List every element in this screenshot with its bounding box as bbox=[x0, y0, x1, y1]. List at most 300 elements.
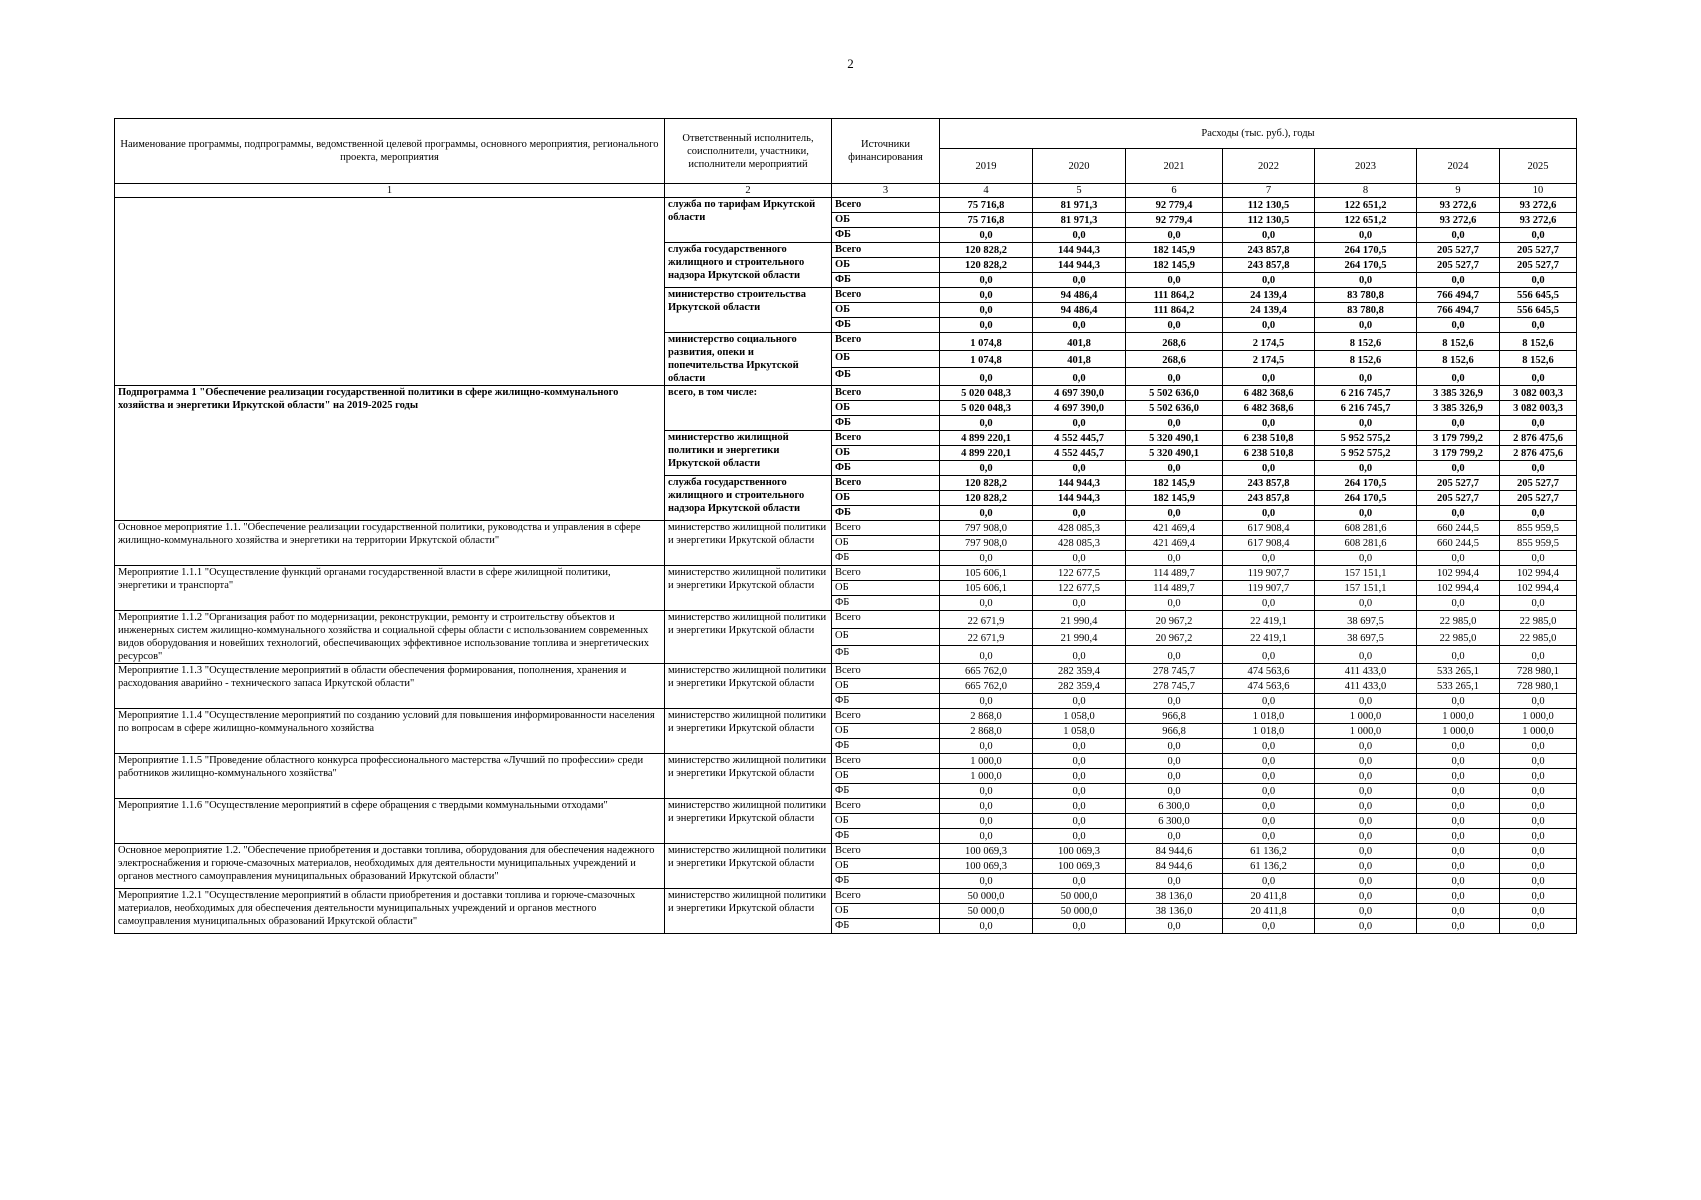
row-value: 1 018,0 bbox=[1223, 724, 1315, 739]
row-value: 5 020 048,3 bbox=[940, 401, 1033, 416]
row-value: 411 433,0 bbox=[1315, 679, 1417, 694]
row-value: 0,0 bbox=[1500, 694, 1577, 709]
row-source: ФБ bbox=[832, 694, 940, 709]
row-value: 0,0 bbox=[1126, 596, 1223, 611]
row-value: 102 994,4 bbox=[1417, 581, 1500, 596]
row-source: ОБ bbox=[832, 724, 940, 739]
row-value: 81 971,3 bbox=[1033, 213, 1126, 228]
row-value: 0,0 bbox=[1417, 919, 1500, 934]
row-value: 0,0 bbox=[1223, 646, 1315, 664]
row-value: 102 994,4 bbox=[1417, 566, 1500, 581]
row-value: 0,0 bbox=[1315, 228, 1417, 243]
row-source: Всего bbox=[832, 288, 940, 303]
row-value: 50 000,0 bbox=[1033, 889, 1126, 904]
row-value: 0,0 bbox=[1500, 904, 1577, 919]
row-value: 22 985,0 bbox=[1500, 611, 1577, 629]
row-value: 38 697,5 bbox=[1315, 611, 1417, 629]
row-value: 243 857,8 bbox=[1223, 243, 1315, 258]
row-value: 0,0 bbox=[1315, 904, 1417, 919]
row-value: 8 152,6 bbox=[1417, 350, 1500, 368]
row-value: 0,0 bbox=[1417, 739, 1500, 754]
row-name: Подпрограмма 1 "Обеспечение реализации государственной политики в сфере жилищно-коммунального хозяйства и энергетики Иркутской области" на 2019-2025 годы bbox=[115, 386, 665, 521]
row-value: 0,0 bbox=[1033, 273, 1126, 288]
row-source: ФБ bbox=[832, 228, 940, 243]
row-value: 0,0 bbox=[940, 799, 1033, 814]
row-value: 120 828,2 bbox=[940, 258, 1033, 273]
row-value: 797 908,0 bbox=[940, 536, 1033, 551]
row-source: ОБ bbox=[832, 581, 940, 596]
row-value: 0,0 bbox=[1315, 844, 1417, 859]
row-value: 0,0 bbox=[1223, 754, 1315, 769]
row-value: 243 857,8 bbox=[1223, 258, 1315, 273]
row-value: 182 145,9 bbox=[1126, 243, 1223, 258]
row-value: 0,0 bbox=[940, 288, 1033, 303]
row-value: 3 179 799,2 bbox=[1417, 446, 1500, 461]
row-source: ОБ bbox=[832, 213, 940, 228]
row-source: ОБ bbox=[832, 350, 940, 368]
row-value: 0,0 bbox=[1033, 874, 1126, 889]
row-value: 0,0 bbox=[1223, 814, 1315, 829]
row-value: 94 486,4 bbox=[1033, 288, 1126, 303]
table-row bbox=[115, 844, 1577, 859]
row-value: 0,0 bbox=[1500, 829, 1577, 844]
row-executor: министерство жилищной политики и энергетики Иркутской области bbox=[665, 611, 832, 664]
row-value: 660 244,5 bbox=[1417, 536, 1500, 551]
row-name: Мероприятие 1.2.1 "Осуществление мероприятий в области приобретения и доставки топлива и горюче-смазочных материалов, необходимых для обеспечения деятельности муниципальных учреждений и органов местного самоуправления муниципальных образований Иркутской области" bbox=[115, 889, 665, 934]
row-value: 122 677,5 bbox=[1033, 566, 1126, 581]
row-value: 474 563,6 bbox=[1223, 679, 1315, 694]
row-value: 205 527,7 bbox=[1500, 258, 1577, 273]
row-value: 0,0 bbox=[1315, 799, 1417, 814]
row-value: 0,0 bbox=[1033, 596, 1126, 611]
row-value: 0,0 bbox=[1315, 769, 1417, 784]
row-value: 0,0 bbox=[940, 228, 1033, 243]
row-value: 144 944,3 bbox=[1033, 476, 1126, 491]
row-source: ОБ bbox=[832, 814, 940, 829]
row-value: 0,0 bbox=[940, 416, 1033, 431]
row-value: 0,0 bbox=[1126, 754, 1223, 769]
row-source: Всего bbox=[832, 386, 940, 401]
row-value: 0,0 bbox=[1417, 829, 1500, 844]
row-value: 0,0 bbox=[1417, 844, 1500, 859]
row-value: 0,0 bbox=[1315, 646, 1417, 664]
row-value: 38 136,0 bbox=[1126, 904, 1223, 919]
row-value: 0,0 bbox=[1223, 874, 1315, 889]
row-value: 264 170,5 bbox=[1315, 476, 1417, 491]
row-source: Всего bbox=[832, 664, 940, 679]
row-value: 100 069,3 bbox=[940, 844, 1033, 859]
row-value: 282 359,4 bbox=[1033, 664, 1126, 679]
row-value: 1 058,0 bbox=[1033, 709, 1126, 724]
row-value: 728 980,1 bbox=[1500, 679, 1577, 694]
row-value: 105 606,1 bbox=[940, 566, 1033, 581]
row-value: 0,0 bbox=[1126, 368, 1223, 386]
row-value: 0,0 bbox=[1223, 416, 1315, 431]
row-value: 0,0 bbox=[1417, 784, 1500, 799]
row-value: 0,0 bbox=[1417, 461, 1500, 476]
row-value: 0,0 bbox=[1126, 694, 1223, 709]
row-value: 0,0 bbox=[1315, 461, 1417, 476]
row-value: 50 000,0 bbox=[940, 889, 1033, 904]
row-value: 665 762,0 bbox=[940, 664, 1033, 679]
row-value: 0,0 bbox=[1223, 596, 1315, 611]
row-value: 0,0 bbox=[940, 551, 1033, 566]
row-value: 1 000,0 bbox=[1417, 724, 1500, 739]
page-number: 2 bbox=[847, 56, 854, 71]
row-value: 0,0 bbox=[1500, 506, 1577, 521]
row-source: ОБ bbox=[832, 401, 940, 416]
row-value: 83 780,8 bbox=[1315, 288, 1417, 303]
header-year: 2020 bbox=[1033, 149, 1126, 184]
row-value: 0,0 bbox=[1223, 739, 1315, 754]
header-index: 2 bbox=[665, 184, 832, 198]
row-value: 0,0 bbox=[1033, 799, 1126, 814]
row-value: 2 174,5 bbox=[1223, 333, 1315, 351]
row-executor: министерство жилищной политики и энергетики Иркутской области bbox=[665, 754, 832, 799]
row-value: 966,8 bbox=[1126, 709, 1223, 724]
row-value: 855 959,5 bbox=[1500, 521, 1577, 536]
row-value: 50 000,0 bbox=[1033, 904, 1126, 919]
row-value: 3 082 003,3 bbox=[1500, 401, 1577, 416]
row-source: Всего bbox=[832, 243, 940, 258]
row-value: 2 868,0 bbox=[940, 709, 1033, 724]
row-value: 428 085,3 bbox=[1033, 536, 1126, 551]
row-value: 22 419,1 bbox=[1223, 628, 1315, 646]
row-value: 243 857,8 bbox=[1223, 491, 1315, 506]
row-value: 0,0 bbox=[1126, 769, 1223, 784]
row-value: 8 152,6 bbox=[1315, 350, 1417, 368]
row-value: 0,0 bbox=[1126, 506, 1223, 521]
row-value: 111 864,2 bbox=[1126, 288, 1223, 303]
row-source: ОБ bbox=[832, 859, 940, 874]
row-value: 0,0 bbox=[940, 461, 1033, 476]
row-value: 157 151,1 bbox=[1315, 566, 1417, 581]
row-value: 0,0 bbox=[940, 596, 1033, 611]
row-value: 8 152,6 bbox=[1500, 333, 1577, 351]
row-value: 401,8 bbox=[1033, 350, 1126, 368]
row-source: ФБ bbox=[832, 596, 940, 611]
row-value: 0,0 bbox=[1500, 739, 1577, 754]
table-row bbox=[115, 386, 1577, 401]
row-source: Всего bbox=[832, 709, 940, 724]
row-value: 0,0 bbox=[1500, 844, 1577, 859]
row-value: 1 058,0 bbox=[1033, 724, 1126, 739]
row-value: 797 908,0 bbox=[940, 521, 1033, 536]
row-value: 0,0 bbox=[940, 646, 1033, 664]
row-value: 0,0 bbox=[1223, 273, 1315, 288]
row-value: 0,0 bbox=[940, 318, 1033, 333]
header-name: Наименование программы, подпрограммы, ведомственной целевой программы, основного мероприятия, регионального проекта, мероприятия bbox=[115, 119, 665, 184]
row-value: 2 174,5 bbox=[1223, 350, 1315, 368]
row-source: ОБ bbox=[832, 628, 940, 646]
row-value: 84 944,6 bbox=[1126, 859, 1223, 874]
row-value: 0,0 bbox=[1033, 739, 1126, 754]
row-value: 0,0 bbox=[1315, 596, 1417, 611]
row-value: 0,0 bbox=[1223, 829, 1315, 844]
row-value: 61 136,2 bbox=[1223, 859, 1315, 874]
row-value: 1 000,0 bbox=[940, 754, 1033, 769]
row-value: 6 300,0 bbox=[1126, 799, 1223, 814]
row-value: 0,0 bbox=[1417, 814, 1500, 829]
row-source: ОБ bbox=[832, 491, 940, 506]
row-value: 92 779,4 bbox=[1126, 198, 1223, 213]
row-value: 5 020 048,3 bbox=[940, 386, 1033, 401]
row-value: 0,0 bbox=[940, 739, 1033, 754]
row-executor: всего, в том числе: bbox=[665, 386, 832, 431]
row-executor: служба по тарифам Иркутской области bbox=[665, 198, 832, 243]
row-value: 20 967,2 bbox=[1126, 628, 1223, 646]
row-value: 411 433,0 bbox=[1315, 664, 1417, 679]
row-value: 0,0 bbox=[1315, 889, 1417, 904]
row-value: 0,0 bbox=[1417, 754, 1500, 769]
row-value: 0,0 bbox=[1417, 904, 1500, 919]
row-value: 0,0 bbox=[940, 694, 1033, 709]
row-value: 0,0 bbox=[1500, 784, 1577, 799]
row-value: 75 716,8 bbox=[940, 213, 1033, 228]
row-value: 0,0 bbox=[1315, 273, 1417, 288]
row-value: 5 952 575,2 bbox=[1315, 446, 1417, 461]
header-index: 5 bbox=[1033, 184, 1126, 198]
row-value: 182 145,9 bbox=[1126, 258, 1223, 273]
row-source: ОБ bbox=[832, 303, 940, 318]
row-value: 421 469,4 bbox=[1126, 536, 1223, 551]
row-name: Основное мероприятие 1.2. "Обеспечение приобретения и доставки топлива, оборудования для обеспечения надежного электроснабжения и горюче-смазочных материалов, необходимых для деятельности муниципальных учреждений и органов местного самоуправления муниципальных образований Иркутской области" bbox=[115, 844, 665, 889]
row-value: 0,0 bbox=[1417, 646, 1500, 664]
row-value: 4 899 220,1 bbox=[940, 446, 1033, 461]
row-value: 6 482 368,6 bbox=[1223, 401, 1315, 416]
row-value: 608 281,6 bbox=[1315, 536, 1417, 551]
row-source: ФБ bbox=[832, 461, 940, 476]
row-source: Всего bbox=[832, 476, 940, 491]
row-value: 0,0 bbox=[1126, 228, 1223, 243]
row-source: ФБ bbox=[832, 416, 940, 431]
header-index: 4 bbox=[940, 184, 1033, 198]
row-value: 100 069,3 bbox=[940, 859, 1033, 874]
row-value: 205 527,7 bbox=[1417, 476, 1500, 491]
row-value: 0,0 bbox=[1500, 919, 1577, 934]
row-value: 0,0 bbox=[1315, 754, 1417, 769]
row-value: 401,8 bbox=[1033, 333, 1126, 351]
row-name: Основное мероприятие 1.1. "Обеспечение реализации государственной политики, руководства и управления в сфере жилищно-коммунального хозяйства и энергетики на территории Иркутской области" bbox=[115, 521, 665, 566]
row-value: 0,0 bbox=[1126, 919, 1223, 934]
row-value: 100 069,3 bbox=[1033, 844, 1126, 859]
header-index: 10 bbox=[1500, 184, 1577, 198]
row-source: ФБ bbox=[832, 318, 940, 333]
row-value: 0,0 bbox=[940, 303, 1033, 318]
row-value: 0,0 bbox=[1417, 273, 1500, 288]
row-value: 0,0 bbox=[1417, 596, 1500, 611]
row-value: 0,0 bbox=[940, 874, 1033, 889]
row-value: 0,0 bbox=[1315, 416, 1417, 431]
row-executor: министерство жилищной политики и энергетики Иркутской области bbox=[665, 889, 832, 934]
row-value: 8 152,6 bbox=[1500, 350, 1577, 368]
row-value: 3 179 799,2 bbox=[1417, 431, 1500, 446]
row-value: 157 151,1 bbox=[1315, 581, 1417, 596]
row-value: 0,0 bbox=[1223, 694, 1315, 709]
row-source: ФБ bbox=[832, 506, 940, 521]
row-source: ФБ bbox=[832, 829, 940, 844]
row-value: 122 677,5 bbox=[1033, 581, 1126, 596]
row-value: 0,0 bbox=[1033, 814, 1126, 829]
row-value: 0,0 bbox=[1315, 874, 1417, 889]
row-source: Всего bbox=[832, 844, 940, 859]
row-value: 4 552 445,7 bbox=[1033, 446, 1126, 461]
row-source: ОБ bbox=[832, 536, 940, 551]
row-value: 21 990,4 bbox=[1033, 611, 1126, 629]
row-value: 0,0 bbox=[1417, 368, 1500, 386]
row-value: 5 502 636,0 bbox=[1126, 386, 1223, 401]
header-year: 2022 bbox=[1223, 149, 1315, 184]
row-value: 4 552 445,7 bbox=[1033, 431, 1126, 446]
row-value: 94 486,4 bbox=[1033, 303, 1126, 318]
row-value: 0,0 bbox=[1033, 769, 1126, 784]
row-source: Всего bbox=[832, 611, 940, 629]
row-value: 0,0 bbox=[1223, 784, 1315, 799]
row-value: 0,0 bbox=[1315, 919, 1417, 934]
row-value: 264 170,5 bbox=[1315, 258, 1417, 273]
row-source: Всего bbox=[832, 521, 940, 536]
row-value: 0,0 bbox=[1500, 799, 1577, 814]
row-value: 0,0 bbox=[1315, 318, 1417, 333]
row-value: 0,0 bbox=[1033, 416, 1126, 431]
row-value: 50 000,0 bbox=[940, 904, 1033, 919]
row-value: 1 000,0 bbox=[1500, 709, 1577, 724]
row-value: 205 527,7 bbox=[1500, 491, 1577, 506]
row-value: 0,0 bbox=[940, 784, 1033, 799]
row-value: 75 716,8 bbox=[940, 198, 1033, 213]
row-value: 0,0 bbox=[1223, 769, 1315, 784]
row-value: 617 908,4 bbox=[1223, 521, 1315, 536]
row-value: 282 359,4 bbox=[1033, 679, 1126, 694]
row-value: 0,0 bbox=[1500, 889, 1577, 904]
row-value: 0,0 bbox=[1500, 646, 1577, 664]
row-value: 1 074,8 bbox=[940, 350, 1033, 368]
row-source: ОБ bbox=[832, 446, 940, 461]
row-value: 6 300,0 bbox=[1126, 814, 1223, 829]
row-value: 205 527,7 bbox=[1500, 243, 1577, 258]
row-source: ОБ bbox=[832, 904, 940, 919]
row-executor: служба государственного жилищного и строительного надзора Иркутской области bbox=[665, 476, 832, 521]
row-value: 728 980,1 bbox=[1500, 664, 1577, 679]
row-value: 0,0 bbox=[1126, 273, 1223, 288]
row-name: Мероприятие 1.1.3 "Осуществление мероприятий в области обеспечения формирования, пополнения, хранения и расходования аварийно - технического запаса Иркутской области" bbox=[115, 664, 665, 709]
row-value: 0,0 bbox=[1033, 784, 1126, 799]
row-value: 766 494,7 bbox=[1417, 288, 1500, 303]
row-name: Мероприятие 1.1.2 "Организация работ по модернизации, реконструкции, ремонту и строительству объектов и инженерных систем жилищно-коммунального хозяйства и социальной сферы области с использованием современных видов оборудования и новейших технологий, обеспечивающих эффективное использование топлива и энергетических ресурсов" bbox=[115, 611, 665, 664]
row-value: 22 985,0 bbox=[1417, 628, 1500, 646]
row-value: 617 908,4 bbox=[1223, 536, 1315, 551]
row-value: 0,0 bbox=[1500, 273, 1577, 288]
header-year: 2019 bbox=[940, 149, 1033, 184]
row-source: ФБ bbox=[832, 874, 940, 889]
row-value: 0,0 bbox=[940, 919, 1033, 934]
row-value: 0,0 bbox=[1223, 799, 1315, 814]
row-value: 182 145,9 bbox=[1126, 476, 1223, 491]
row-value: 205 527,7 bbox=[1417, 491, 1500, 506]
row-value: 38 136,0 bbox=[1126, 889, 1223, 904]
row-value: 38 697,5 bbox=[1315, 628, 1417, 646]
row-value: 0,0 bbox=[1500, 318, 1577, 333]
row-value: 2 876 475,6 bbox=[1500, 446, 1577, 461]
row-executor: министерство строительства Иркутской области bbox=[665, 288, 832, 333]
table-row bbox=[115, 566, 1577, 581]
row-value: 0,0 bbox=[1223, 919, 1315, 934]
row-value: 608 281,6 bbox=[1315, 521, 1417, 536]
row-value: 278 745,7 bbox=[1126, 664, 1223, 679]
row-source: ФБ bbox=[832, 368, 940, 386]
row-value: 61 136,2 bbox=[1223, 844, 1315, 859]
row-value: 0,0 bbox=[1417, 799, 1500, 814]
row-value: 5 320 490,1 bbox=[1126, 431, 1223, 446]
row-value: 0,0 bbox=[940, 829, 1033, 844]
row-value: 556 645,5 bbox=[1500, 303, 1577, 318]
row-value: 533 265,1 bbox=[1417, 664, 1500, 679]
row-value: 533 265,1 bbox=[1417, 679, 1500, 694]
row-value: 6 238 510,8 bbox=[1223, 446, 1315, 461]
row-value: 24 139,4 bbox=[1223, 288, 1315, 303]
row-value: 0,0 bbox=[1033, 694, 1126, 709]
row-value: 0,0 bbox=[1417, 889, 1500, 904]
row-value: 0,0 bbox=[1417, 694, 1500, 709]
row-value: 0,0 bbox=[1126, 461, 1223, 476]
row-source: ОБ bbox=[832, 258, 940, 273]
row-value: 0,0 bbox=[1500, 859, 1577, 874]
row-value: 112 130,5 bbox=[1223, 198, 1315, 213]
row-value: 4 899 220,1 bbox=[940, 431, 1033, 446]
row-value: 0,0 bbox=[940, 273, 1033, 288]
row-value: 268,6 bbox=[1126, 333, 1223, 351]
row-value: 0,0 bbox=[1126, 784, 1223, 799]
row-value: 6 216 745,7 bbox=[1315, 401, 1417, 416]
row-value: 144 944,3 bbox=[1033, 491, 1126, 506]
row-value: 114 489,7 bbox=[1126, 581, 1223, 596]
row-value: 2 868,0 bbox=[940, 724, 1033, 739]
table-row bbox=[115, 198, 1577, 213]
row-value: 278 745,7 bbox=[1126, 679, 1223, 694]
row-value: 0,0 bbox=[1315, 814, 1417, 829]
row-value: 0,0 bbox=[1033, 368, 1126, 386]
row-value: 4 697 390,0 bbox=[1033, 386, 1126, 401]
header-year: 2024 bbox=[1417, 149, 1500, 184]
row-value: 264 170,5 bbox=[1315, 491, 1417, 506]
row-value: 3 385 326,9 bbox=[1417, 386, 1500, 401]
row-value: 5 320 490,1 bbox=[1126, 446, 1223, 461]
row-value: 6 238 510,8 bbox=[1223, 431, 1315, 446]
header-executor: Ответственный исполнитель, соисполнители, участники, исполнители мероприятий bbox=[665, 119, 832, 184]
row-value: 20 967,2 bbox=[1126, 611, 1223, 629]
row-value: 0,0 bbox=[1417, 769, 1500, 784]
row-value: 0,0 bbox=[1126, 318, 1223, 333]
row-value: 243 857,8 bbox=[1223, 476, 1315, 491]
row-value: 6 482 368,6 bbox=[1223, 386, 1315, 401]
row-value: 0,0 bbox=[1417, 859, 1500, 874]
row-executor: министерство жилищной политики и энергетики Иркутской области bbox=[665, 431, 832, 476]
row-value: 3 082 003,3 bbox=[1500, 386, 1577, 401]
row-value: 5 952 575,2 bbox=[1315, 431, 1417, 446]
row-value: 92 779,4 bbox=[1126, 213, 1223, 228]
row-executor: служба государственного жилищного и строительного надзора Иркутской области bbox=[665, 243, 832, 288]
row-value: 102 994,4 bbox=[1500, 581, 1577, 596]
row-value: 144 944,3 bbox=[1033, 258, 1126, 273]
row-value: 120 828,2 bbox=[940, 491, 1033, 506]
row-value: 1 000,0 bbox=[1417, 709, 1500, 724]
row-value: 22 671,9 bbox=[940, 611, 1033, 629]
row-value: 0,0 bbox=[1417, 416, 1500, 431]
row-value: 0,0 bbox=[1500, 461, 1577, 476]
table-row bbox=[115, 611, 1577, 629]
table-row bbox=[115, 709, 1577, 724]
row-executor: министерство жилищной политики и энергетики Иркутской области bbox=[665, 521, 832, 566]
